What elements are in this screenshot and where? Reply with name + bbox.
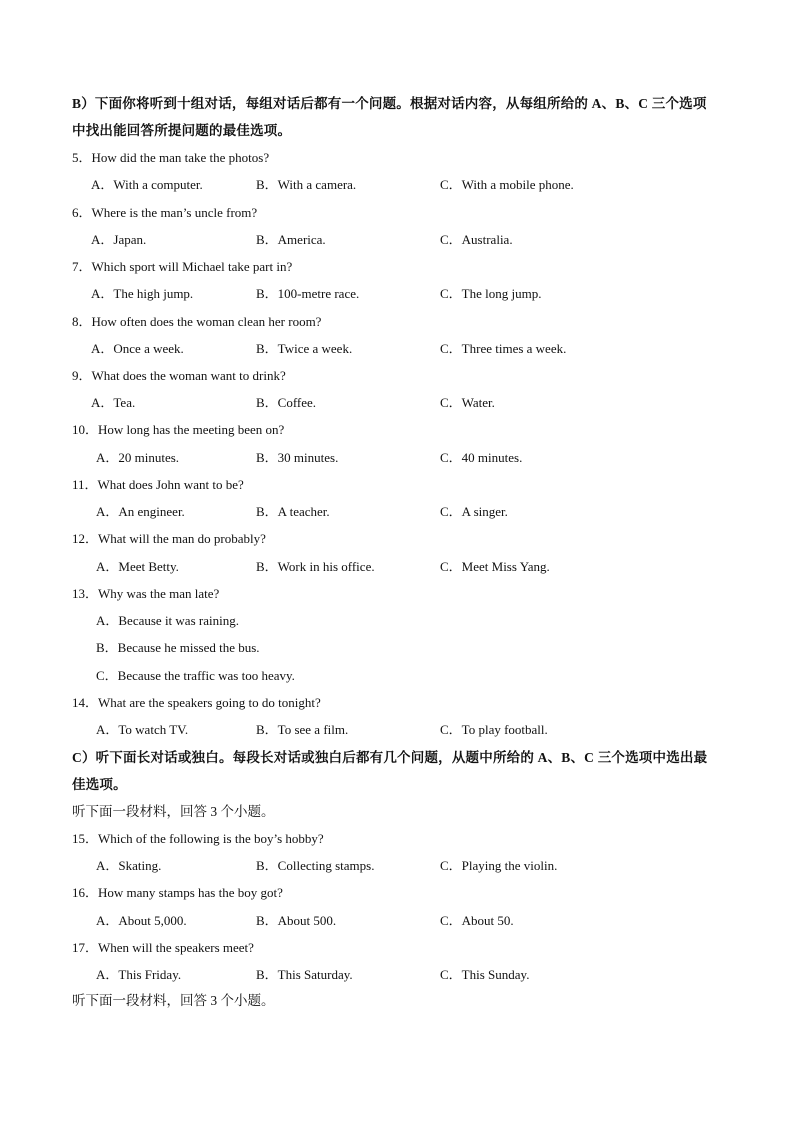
question-6-option-b: B．America. [256, 232, 326, 247]
question-10-option-c: C．40 minutes. [440, 450, 523, 465]
question-15-option-a: A．Skating. [96, 858, 162, 873]
question-13-stem: 13．Why was the man late? [72, 586, 220, 601]
question-15-option-c: C．Playing the violin. [440, 858, 558, 873]
question-11-option-c: C．A singer. [440, 504, 508, 519]
question-14-stem: 14．What are the speakers going to do tonight? [72, 695, 321, 710]
question-5-stem: 5．How did the man take the photos? [72, 150, 270, 165]
question-10-option-b: B．30 minutes. [256, 450, 339, 465]
question-11-option-a: A．An engineer. [96, 504, 185, 519]
question-6-stem: 6．Where is the man’s uncle from? [72, 205, 258, 220]
question-12-option-c: C．Meet Miss Yang. [440, 559, 550, 574]
question-12-option-a: A．Meet Betty. [96, 559, 179, 574]
section-b-heading-line1: B）下面你将听到十组对话，每组对话后都有一个问题。根据对话内容，从每组所给的 A、B、C 三个选项 [72, 96, 707, 111]
question-13-option-a: A．Because it was raining. [96, 613, 239, 628]
question-12-option-b: B．Work in his office. [256, 559, 375, 574]
question-16-option-b: B．About 500. [256, 913, 337, 928]
question-10-option-a: A．20 minutes. [96, 450, 180, 465]
section-b-heading-line2: 中找出能回答所提问题的最佳选项。 [72, 123, 292, 138]
question-8-option-c: C．Three times a week. [440, 341, 567, 356]
question-17-stem: 17．When will the speakers meet? [72, 940, 254, 955]
question-14-option-a: A．To watch TV. [96, 722, 189, 737]
question-8-stem: 8．How often does the woman clean her room? [72, 314, 322, 329]
question-9-stem: 9．What does the woman want to drink? [72, 368, 286, 383]
question-9-option-c: C．Water. [440, 395, 495, 410]
question-14-option-c: C．To play football. [440, 722, 548, 737]
question-16-option-c: C．About 50. [440, 913, 514, 928]
question-8-option-b: B．Twice a week. [256, 341, 353, 356]
question-16-stem: 16．How many stamps has the boy got? [72, 885, 283, 900]
question-7-option-a: A．The high jump. [91, 286, 194, 301]
question-17-option-b: B．This Saturday. [256, 967, 353, 982]
question-9-option-b: B．Coffee. [256, 395, 317, 410]
question-17-option-c: C．This Sunday. [440, 967, 530, 982]
question-9-option-a: A．Tea. [91, 395, 136, 410]
question-12-stem: 12．What will the man do probably? [72, 531, 266, 546]
section-c-heading [72, 744, 732, 798]
question-5-option-c: C．With a mobile phone. [440, 177, 574, 192]
question-7-option-b: B．100-metre race. [256, 286, 360, 301]
question-8-option-a: A．Once a week. [91, 341, 184, 356]
question-13-option-b: B．Because he missed the bus. [96, 640, 260, 655]
listening-note-2: 听下面一段材料，回答 3 个小题。 [72, 993, 275, 1008]
question-7-stem: 7．Which sport will Michael take part in? [72, 259, 293, 274]
question-17-option-a: A．This Friday. [96, 967, 182, 982]
question-5-option-b: B．With a camera. [256, 177, 357, 192]
question-11-stem: 11．What does John want to be? [72, 477, 244, 492]
question-16-option-a: A．About 5,000. [96, 913, 187, 928]
section-b-heading [72, 90, 732, 144]
question-15-stem: 15．Which of the following is the boy’s hobby? [72, 831, 324, 846]
question-10-stem: 10．How long has the meeting been on? [72, 422, 285, 437]
section-c-heading-line1: C）听下面长对话或独白。每段长对话或独白后都有几个问题，从题中所给的 A、B、C 三个选项中选出最 [72, 750, 708, 765]
question-11-option-b: B．A teacher. [256, 504, 330, 519]
question-14-option-b: B．To see a film. [256, 722, 349, 737]
question-6-option-a: A．Japan. [91, 232, 147, 247]
listening-note-1: 听下面一段材料，回答 3 个小题。 [72, 804, 275, 819]
question-5-option-a: A．With a computer. [91, 177, 203, 192]
section-c-heading-line2: 佳选项。 [72, 777, 127, 792]
question-6-option-c: C．Australia. [440, 232, 513, 247]
question-7-option-c: C．The long jump. [440, 286, 542, 301]
question-13-option-c: C．Because the traffic was too heavy. [96, 668, 295, 683]
question-15-option-b: B．Collecting stamps. [256, 858, 375, 873]
